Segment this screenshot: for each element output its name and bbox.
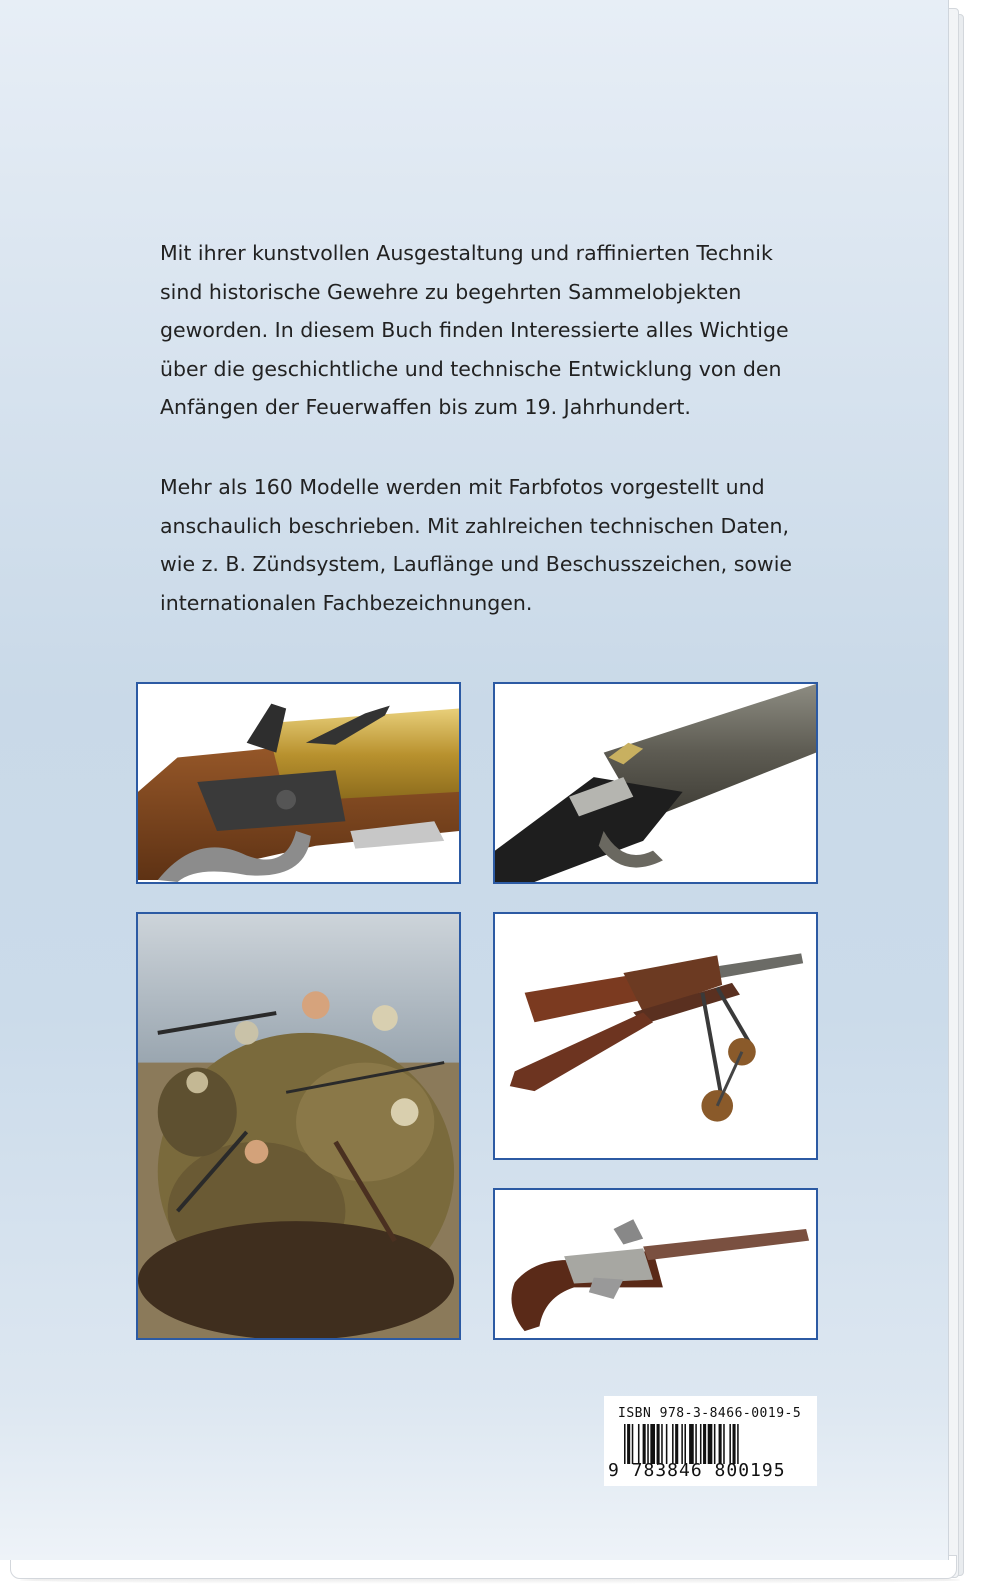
barcode-bar bbox=[624, 1424, 626, 1464]
blurb-line: wie z. B. Zündsystem, Lauflänge und Beschusszeichen, sowie bbox=[160, 552, 793, 576]
isbn-label: ISBN 978-3-8466-0019-5 bbox=[618, 1406, 802, 1421]
blurb-paragraph-1 bbox=[160, 234, 860, 427]
wheeled-gun-icon bbox=[495, 914, 816, 1158]
barcode-bar bbox=[650, 1424, 655, 1464]
barcode-bar bbox=[700, 1424, 702, 1464]
soldiers-painting-icon bbox=[138, 914, 459, 1338]
blurb-line: Mit ihrer kunstvollen Ausgestaltung und raffinierten Technik bbox=[160, 241, 773, 265]
photo-battle-painting bbox=[136, 912, 461, 1340]
blurb-line: anschaulich beschrieben. Mit zahlreichen technischen Daten, bbox=[160, 513, 789, 538]
barcode-bar bbox=[657, 1424, 660, 1464]
blurb-paragraph-2 bbox=[160, 468, 860, 622]
barcode-bar bbox=[708, 1424, 713, 1464]
barcode-bars bbox=[624, 1424, 806, 1464]
barcode-bar bbox=[703, 1424, 706, 1464]
barcode-bar bbox=[672, 1424, 674, 1464]
flintlock-lock-icon bbox=[138, 684, 459, 882]
barcode-bar bbox=[638, 1424, 640, 1464]
isbn-digits: 9 783846 800195 bbox=[608, 1460, 786, 1481]
pistol-icon bbox=[495, 1190, 816, 1338]
photo-flintlock-closeup bbox=[136, 682, 461, 884]
blurb-line: Mehr als 160 Modelle werden mit Farbfotos vorgestellt und bbox=[160, 475, 765, 499]
barcode-bar bbox=[729, 1424, 731, 1464]
blurb-line: Anfängen der Feuerwaffen bis zum 19. Jahrhundert. bbox=[160, 395, 691, 419]
blurb-line: geworden. In diesem Buch finden Interessierte alles Wichtige bbox=[160, 318, 789, 342]
barcode-bar bbox=[723, 1424, 725, 1464]
barcode-bar bbox=[714, 1424, 716, 1464]
barcode-bar bbox=[661, 1424, 663, 1464]
barcode-bar bbox=[675, 1424, 678, 1464]
barcode-bar bbox=[695, 1424, 697, 1464]
barcode-bar bbox=[627, 1424, 630, 1464]
isbn-barcode bbox=[604, 1396, 817, 1486]
photo-double-barrel-closeup bbox=[493, 682, 818, 884]
barcode-bar bbox=[733, 1424, 736, 1464]
blurb-line: über die geschichtliche und technische Entwicklung von den bbox=[160, 356, 782, 381]
barcode-bar bbox=[719, 1424, 722, 1464]
blurb-line: sind historische Gewehre zu begehrten Sammelobjekten bbox=[160, 279, 742, 304]
barcode-bar bbox=[647, 1424, 649, 1464]
double-barrel-icon bbox=[495, 684, 816, 882]
barcode-bar bbox=[643, 1424, 646, 1464]
barcode-bar bbox=[632, 1424, 634, 1464]
photo-wheeled-gun bbox=[493, 912, 818, 1160]
barcode-bar bbox=[666, 1424, 668, 1464]
blurb-line: internationalen Fachbezeichnungen. bbox=[160, 590, 533, 615]
barcode-bar bbox=[737, 1424, 739, 1464]
barcode-bar bbox=[684, 1424, 686, 1464]
photo-wheellock-pistol bbox=[493, 1188, 818, 1340]
barcode-bar bbox=[689, 1424, 694, 1464]
barcode-bar bbox=[681, 1424, 683, 1464]
